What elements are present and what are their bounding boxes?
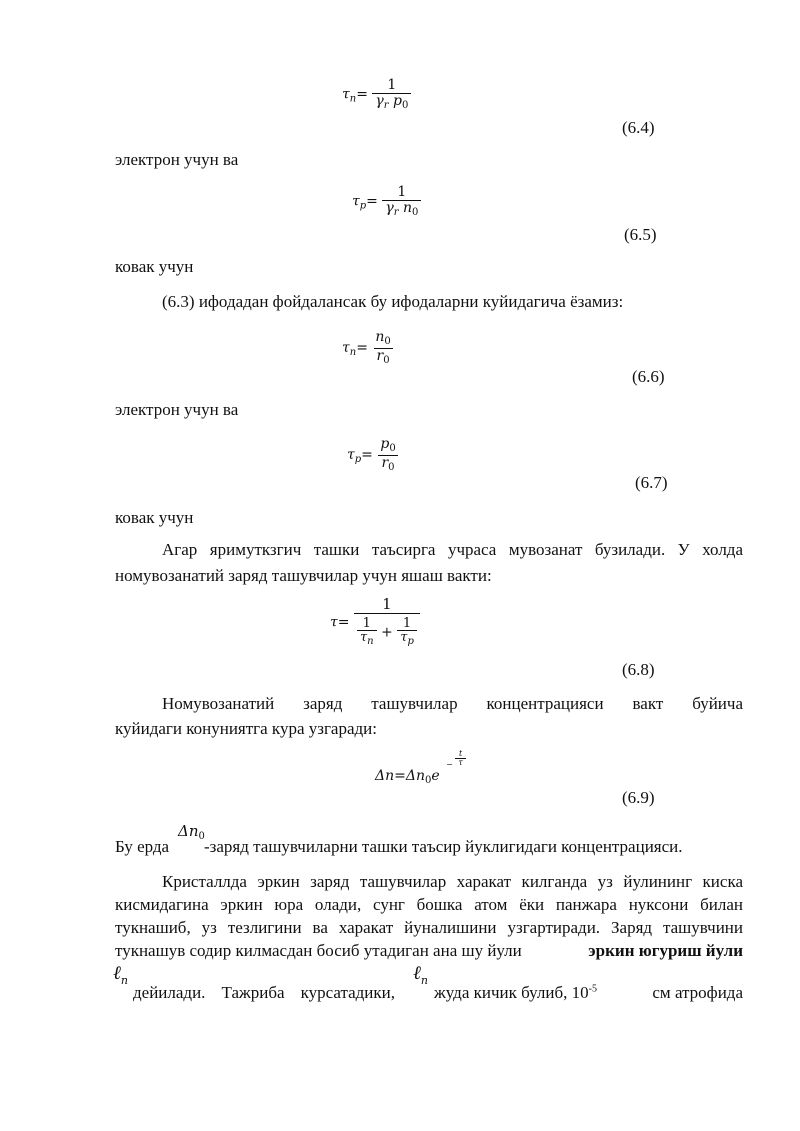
ell-symbol-2: ℓ$_n$: [413, 962, 429, 987]
paragraph-1-line-1: Агар яримуткзгич ташки таъсирга учраса мувозанат бузилади. У холда: [162, 540, 743, 559]
paragraph-3-line-5-b: [434, 983, 743, 1003]
paragraph-3-line-4: [115, 941, 743, 961]
paragraph-3-line-4-text: тукнашув содир килмасдан босиб утадиган ана шу йули: [115, 941, 522, 960]
where-description: -заряд ташувчиларни ташки таъсир йуклигидаги концентрацияси.: [204, 837, 683, 856]
text-after-6-4: электрон учун ва: [115, 150, 239, 169]
paragraph-1-line-2: номувозанатий заряд ташувчилар учун яшаш вакти:: [115, 566, 492, 585]
text-after-6-5: ковак учун: [115, 257, 194, 276]
equation-number-6-7: (6.7): [635, 473, 668, 492]
paragraph-3-line-3: тукнашиб, уз тезлигини ва харакат йуналишини узгартиради. Заряд ташувчини: [115, 918, 743, 937]
equation-6-5: $\tau_p=$ $\frac{1}{\gamma_r n_0}$: [352, 185, 421, 218]
text-after-6-7: ковак учун: [115, 508, 194, 527]
paragraph-3-line-5-b-text: жуда кичик булиб, $10^{-5}$: [434, 983, 597, 1002]
equation-number-6-6: (6.6): [632, 367, 665, 386]
paragraph-2-line-2: куйидаги конуниятга кура узгаради:: [115, 719, 377, 738]
equation-number-6-5: (6.5): [624, 225, 657, 244]
equation-number-6-9: (6.9): [622, 788, 655, 807]
paragraph-3-line-5-a: дейилади. Тажриба курсатадики,: [133, 983, 395, 1002]
where-prefix: Бу ерда: [115, 837, 170, 856]
equation-number-6-4: (6.4): [622, 118, 655, 137]
equation-number-6-8: (6.8): [622, 660, 655, 679]
ell-symbol-1: ℓ$_n$: [113, 962, 129, 987]
text-intro-6-6: (6.3) ифодадан фойдалансак бу ифодаларни куйидагича ёзамиз:: [162, 292, 624, 311]
paragraph-3-line-1: Кристаллда эркин заряд ташувчилар харакат килганда уз йулининг киска: [162, 872, 743, 891]
equation-6-4: $\tau_n=$ $\frac{1}{\gamma_r p_0}$: [342, 78, 411, 111]
text-after-6-6: электрон учун ва: [115, 400, 239, 419]
term-free-path: эркин югуриш йули: [588, 941, 743, 960]
equation-6-9: $\Delta n=\Delta n_0e$ − $\frac{t}{\tau}$: [375, 750, 466, 786]
equation-6-8: τ= 1 $\frac{1}{\tau_n}$ + $\frac{1}{\tau_p}$: [330, 597, 420, 648]
equation-6-7: $\tau_p=$ $\frac{p_0}{r_0}$: [347, 436, 396, 473]
paragraph-2-line-1: Номувозанатий заряд ташувчилар концентрацияси вакт буйича: [162, 694, 743, 713]
paragraph-3-line-5-c-text: см атрофида: [652, 983, 743, 1002]
equation-6-6: $\tau_n=$ $\frac{n_0}{r_0}$: [342, 329, 391, 366]
where-symbol: $\Delta n_0$: [178, 822, 205, 842]
paragraph-3-line-2: кисмидагина эркин юра олади, сунг бошка атом ёки панжара нуксони билан: [115, 895, 743, 914]
